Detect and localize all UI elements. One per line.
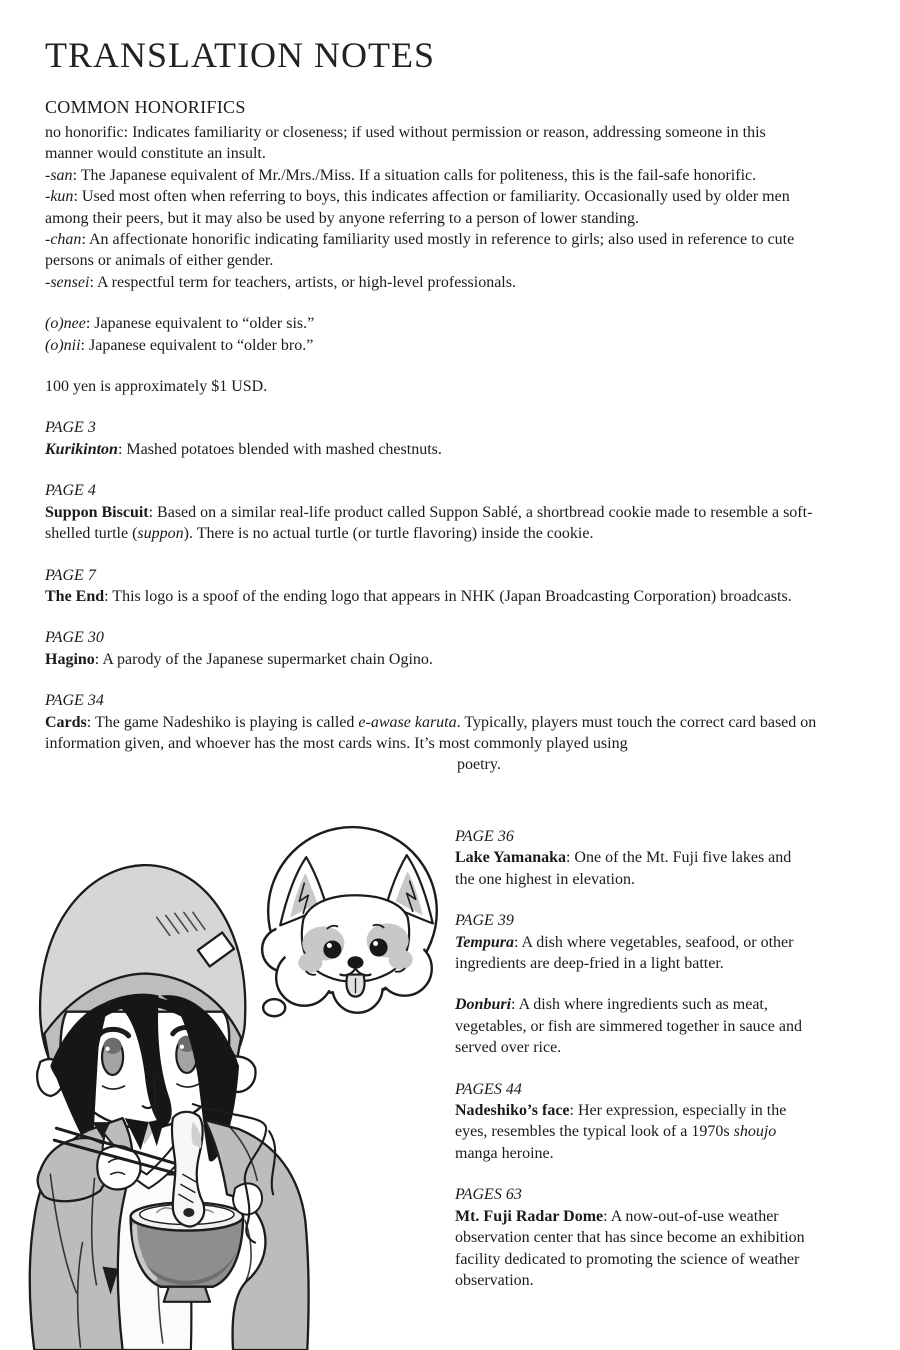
honorifics-heading: COMMON HONORIFICS bbox=[45, 97, 246, 117]
page-label: PAGE 4 bbox=[45, 482, 96, 500]
family-term-onee: (o)nee: Japanese equivalent to “older sis.” bbox=[45, 315, 315, 333]
note-paragraph: Tempura: A dish where vegetables, seafood, or other ingredients are deep-fried in a light batter. bbox=[455, 933, 794, 973]
note-page-7 bbox=[45, 565, 817, 608]
note-page-4 bbox=[45, 480, 817, 544]
note-page-30 bbox=[45, 627, 817, 670]
fish-piece bbox=[172, 1112, 204, 1227]
page-label: PAGE 30 bbox=[45, 629, 104, 647]
honorific-entry-chan: -chan: An affectionate honorific indicating familiarity used mostly in reference to girls; also used in reference to cute persons or animals of either gender. bbox=[45, 231, 795, 270]
note-page-39 bbox=[455, 910, 811, 974]
note-pages-63 bbox=[455, 1184, 811, 1291]
note-paragraph: Lake Yamanaka: One of the Mt. Fuji five lakes and the one highest in elevation. bbox=[455, 849, 792, 888]
right-column bbox=[455, 826, 811, 1291]
illustration-svg bbox=[6, 821, 448, 1350]
note-paragraph: Mt. Fuji Radar Dome: A now-out-of-use weather observation center that has since become an exhibition facility dedicated to promoting the science of weather observation. bbox=[455, 1207, 805, 1289]
page-label: PAGE 34 bbox=[45, 692, 104, 710]
page-title: TRANSLATION NOTES bbox=[45, 35, 435, 75]
note-paragraph: Cards: The game Nadeshiko is playing is called e-awase karuta. Typically, players must touch the correct card based on information given, and whoever has the most cards wins. It’s most commonly played using bbox=[45, 713, 817, 752]
top-column bbox=[45, 34, 817, 776]
manga-illustration bbox=[6, 821, 448, 1350]
poetry-wrap-line: poetry. bbox=[457, 756, 501, 774]
honorific-entry-kun: -kun: Used most often when referring to boys, this indicates affection or familiarity. Occasionally used by older men among their peers, but it may also be used by anyone referring to a person of lower standing. bbox=[45, 188, 790, 227]
page-label: PAGES 63 bbox=[455, 1186, 522, 1204]
page-label: PAGE 39 bbox=[455, 912, 514, 930]
note-paragraph: Kurikinton: Mashed potatoes blended with mashed chestnuts. bbox=[45, 440, 442, 458]
note-page-36 bbox=[455, 826, 811, 890]
note-page-34 bbox=[45, 690, 817, 776]
note-paragraph: Nadeshiko’s face: Her expression, especially in the eyes, resembles the typical look of a 1970s shoujo manga heroine. bbox=[455, 1102, 787, 1162]
note-paragraph: Suppon Biscuit: Based on a similar real-life product called Suppon Sablé, a shortbread cookie made to resemble a soft-shelled turtle (suppon). There is no actual turtle (or turtle flavoring) inside the cookie. bbox=[45, 503, 813, 543]
page-label: PAGES 44 bbox=[455, 1080, 522, 1098]
note-donburi bbox=[455, 994, 811, 1058]
honorific-entry-san: -san: The Japanese equivalent of Mr./Mrs./Miss. If a situation calls for politeness, this is the fail-safe honorific. bbox=[45, 166, 757, 184]
note-page-3 bbox=[45, 417, 817, 460]
note-paragraph: Hagino: A parody of the Japanese supermarket chain Ogino. bbox=[45, 650, 433, 668]
note-paragraph: The End: This logo is a spoof of the ending logo that appears in NHK (Japan Broadcasting Corporation) broadcasts. bbox=[45, 587, 792, 605]
page-label: PAGE 36 bbox=[455, 828, 514, 845]
page-label: PAGE 7 bbox=[45, 566, 96, 584]
note-pages-44 bbox=[455, 1079, 811, 1165]
currency-note: 100 yen is approximately $1 USD. bbox=[45, 378, 268, 396]
honorific-entry-sensei: -sensei: A respectful term for teachers, artists, or high-level professionals. bbox=[45, 273, 516, 291]
note-paragraph: Donburi: A dish where ingredients such as meat, vegetables, or fish are simmered together in sauce and served over rice. bbox=[455, 996, 802, 1057]
family-term-onii: (o)nii: Japanese equivalent to “older bro.” bbox=[45, 336, 314, 354]
honorific-entry-none: no honorific: Indicates familiarity or closeness; if used without permission or reason, addressing someone in this manner would constitute an insult. bbox=[45, 124, 766, 163]
page-label: PAGE 3 bbox=[45, 419, 96, 437]
